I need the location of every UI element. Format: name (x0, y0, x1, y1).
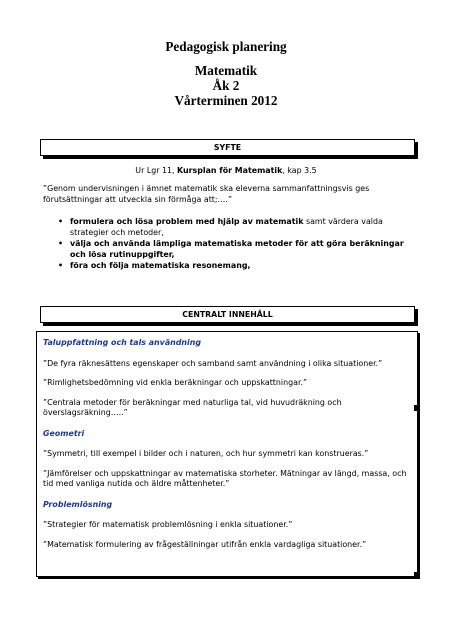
title-line-3: Åk 2 (212, 78, 240, 93)
content-item: ”Strategier för matematisk problemlösning i enkla situationer.” (43, 520, 293, 529)
margin-mark (414, 572, 418, 578)
content-item: ”Jämförelser och uppskattningar av matematiska storheter. Mätningar av längd, massa, och tid med vanliga nutida och äldre måttenheter.” (43, 468, 407, 488)
content-item: ”Centrala metoder för beräkningar med naturliga tal, vid huvudräkning och överslagsräkning…..” (43, 397, 342, 417)
content-item: ”De fyra räknesättens egenskaper och samband samt användning i olika situationer.” (43, 358, 383, 368)
section-title-geometri: Geometri (43, 428, 85, 438)
syfte-bullet: • välja och använda lämpliga matematiska metoder för att göra beräkningar och lösa rutinuppgifter, (58, 239, 418, 260)
syfte-bullet: • föra och följa matematiska resonemang, (58, 261, 418, 272)
margin-mark (414, 405, 418, 411)
central-content-box (36, 331, 418, 577)
reference-title: Kursplan för Matematik (177, 166, 283, 175)
content-item: ”Symmetri, till exempel i bilder och i naturen, och hur symmetri kan konstrueras.” (43, 449, 369, 458)
centralt-innehall-heading: CENTRALT INNEHÅLL (40, 306, 415, 323)
syfte-bullet-list (58, 217, 418, 273)
syfte-intro: ”Genom undervisningen i ämnet matematik ska eleverna sammanfattningsvis ges förutsättningar att utveckla sin förmåga att;….” (43, 184, 370, 204)
section-title-problemlosning: Problemlösning (43, 499, 113, 509)
content-item: ”Matematisk formulering av frågeställningar utifrån enkla vardagliga situationer.” (43, 539, 367, 549)
section-title-taluppfattning: Taluppfattning och tals användning (43, 338, 201, 347)
content-item: ”Rimlighetsbedömning vid enkla beräkningar och uppskattningar.” (43, 378, 308, 387)
title-line-4: Vårterminen 2012 (174, 93, 278, 108)
curriculum-reference (0, 166, 452, 177)
syfte-heading: SYFTE (40, 139, 415, 156)
document-title (0, 39, 452, 108)
syfte-bullet: • formulera och lösa problem med hjälp av matematik samt värdera valda strategier och metoder, (58, 217, 418, 238)
title-line-2: Matematik (194, 63, 258, 78)
reference-prefix: Ur Lgr 11, (135, 166, 178, 175)
reference-suffix: , kap 3.5 (282, 166, 317, 175)
title-line-1: Pedagogisk planering (165, 39, 287, 54)
